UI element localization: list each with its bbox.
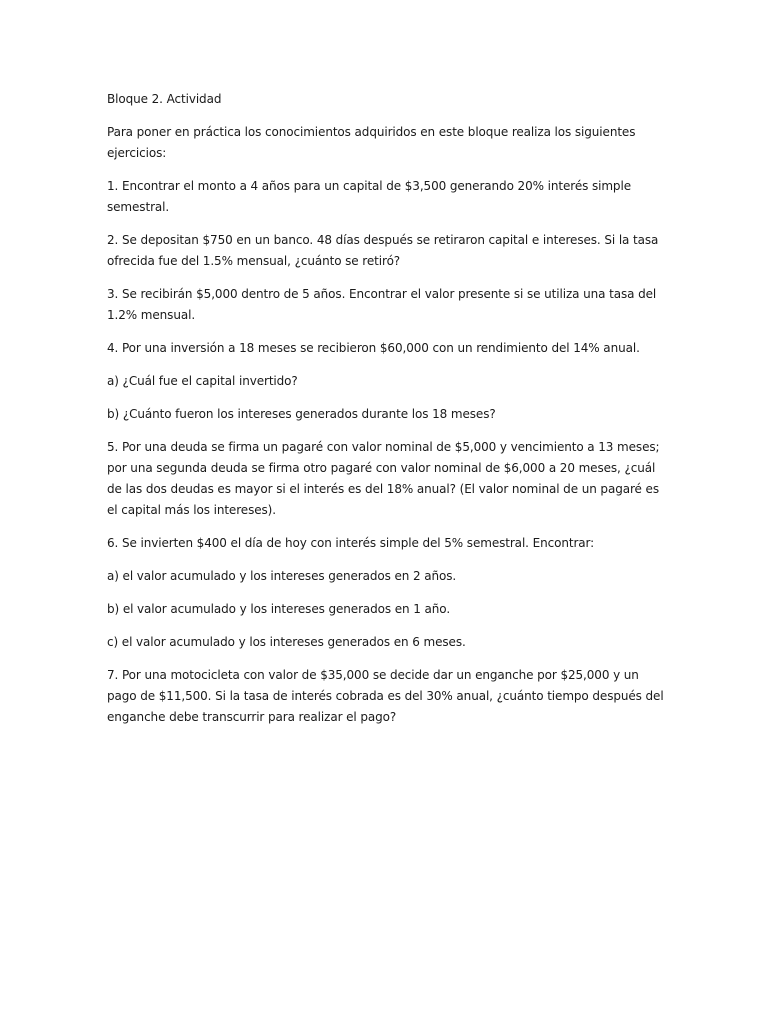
exercise-2: 2. Se depositan $750 en un banco. 48 días después se retiraron capital e intereses. Si la tasa ofrecida fue del 1.5% mensual, ¿cuánto se retiró? [107, 233, 659, 268]
document-title: Bloque 2. Actividad [107, 92, 222, 106]
intro-paragraph: Para poner en práctica los conocimientos adquiridos en este bloque realiza los siguientes ejercicios: [107, 125, 636, 160]
exercise-1: 1. Encontrar el monto a 4 años para un capital de $3,500 generando 20% interés simple semestral. [107, 179, 631, 214]
exercise-6: 6. Se invierten $400 el día de hoy con interés simple del 5% semestral. Encontrar: [107, 536, 595, 550]
exercise-3: 3. Se recibirán $5,000 dentro de 5 años. Encontrar el valor presente si se utiliza una tasa del 1.2% mensual. [107, 287, 657, 322]
exercise-5: 5. Por una deuda se firma un pagaré con valor nominal de $5,000 y vencimiento a 13 meses; por una segunda deuda se firma otro pagaré con valor nominal de $6,000 a 20 meses, ¿cuál de las dos deudas es mayor si el interés es del 18% anual? (El valor nominal de un pagaré es el capital más los intereses). [107, 440, 660, 517]
exercise-6c: c) el valor acumulado y los intereses generados en 6 meses. [107, 635, 466, 649]
exercise-4a: a) ¿Cuál fue el capital invertido? [107, 374, 298, 388]
document-page [107, 89, 667, 740]
exercise-6a: a) el valor acumulado y los intereses generados en 2 años. [107, 569, 457, 583]
exercise-6b: b) el valor acumulado y los intereses generados en 1 año. [107, 602, 451, 616]
exercise-7: 7. Por una motocicleta con valor de $35,000 se decide dar un enganche por $25,000 y un pago de $11,500. Si la tasa de interés cobrada es del 30% anual, ¿cuánto tiempo después del enganche debe transcurrir para realizar el pago? [107, 668, 664, 724]
exercise-4: 4. Por una inversión a 18 meses se recibieron $60,000 con un rendimiento del 14% anual. [107, 341, 640, 355]
exercise-4b: b) ¿Cuánto fueron los intereses generados durante los 18 meses? [107, 407, 496, 421]
